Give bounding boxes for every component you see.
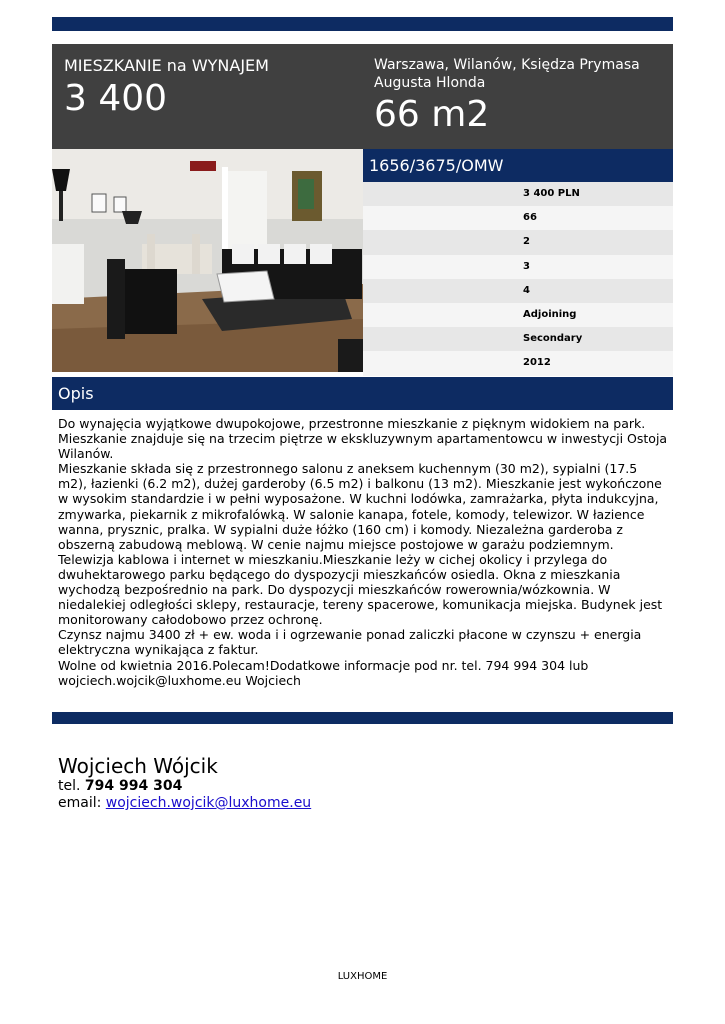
param-price: 3 400 PLN [363, 182, 673, 206]
description-text: Do wynajęcia wyjątkowe dwupokojowe, przestronne mieszkanie z pięknym widokiem na park. Mieszkanie znajduje się na trzecim piętrze w ekskluzywnym apartamentowcu w inwestycji Ostoja Wilanów. Mieszkanie składa się z przestronnego salonu z aneksem kuchennym (30 m2), sypialni (17.5 m2), łazienki (6.2 m2), dużej garderoby (6.5 m2) i balkonu (13 m2). Mieszkanie jest wykończone w wysokim standardzie i w pełni wyposażone. W kuchni lodówka, zamrażarka, płyta indukcyjna, zmywarka, piekarnik z mikrofalówką. W salonie kanapa, fotele, komody, telewizor. W łazience wanna, prysznic, pralka. W sypialni duże łóżko (160 cm) i komody. Niezależna garderoba z obszerną zabudową meblową. W cenie najmu miejsce postojowe w garażu podziemnym. Telewizja kablowa i internet w mieszkaniu.Mieszkanie leży w cichej okolicy i przylega do dwuhektarowego parku będącego do dyspozycji mieszkańców osiedla. Okna z mieszkania wychodzą bezpośrednio na park. Do dyspozycji mieszkańców rowerownia/wózkownia. W niedalekiej odległości sklepy, restauracje, tereny spacerowe, komunikacja miejska. Budynek jest monitorowany całodobowo przez ochronę. Czynsz najmu 3400 zł + ew. woda i i ogrzewanie ponad zaliczki płacone w czynszu + energia elektryczna wynikająca z faktur. Wolne od kwietnia 2016.Polecam!Dodatkowe informacje pod nr. tel. 794 994 304 lub wojciech.wojcik@luxhome.eu Wojciech [58, 416, 668, 688]
agent-email-line [58, 795, 311, 812]
reference-number: 1656/3675/OMW [363, 149, 673, 182]
param-floors-total: 4 [363, 279, 673, 303]
param-year: 2012 [363, 351, 673, 375]
listing-type: MIESZKANIE na WYNAJEM [64, 56, 269, 75]
param-rooms: 2 [363, 230, 673, 254]
listing-price: 3 400 [64, 78, 168, 119]
param-floor: 3 [363, 255, 673, 279]
agent-phone-line [58, 778, 311, 795]
phone-label: tel. [58, 778, 81, 794]
top-accent-bar [52, 17, 673, 31]
parameters-table [363, 182, 673, 376]
param-area: 66 [363, 206, 673, 230]
param-kitchen: Adjoining [363, 303, 673, 327]
listing-location: Warszawa, Wilanów, Księdza Prymasa Augusta Hlonda [374, 57, 640, 91]
agent-name: Wojciech Wójcik [58, 754, 218, 778]
section-divider-bar [52, 712, 673, 724]
apartment-photo [52, 149, 363, 372]
email-label: email: [58, 795, 102, 811]
description-heading: Opis [52, 377, 673, 410]
footer-brand: LUXHOME [337, 971, 388, 982]
listing-area: 66 m2 [374, 94, 490, 135]
param-market: Secondary [363, 327, 673, 351]
agent-phone: 794 994 304 [84, 778, 183, 794]
agent-email-link[interactable]: wojciech.wojcik@luxhome.eu [105, 795, 312, 811]
agent-contact [58, 754, 311, 812]
listing-header [52, 44, 673, 149]
